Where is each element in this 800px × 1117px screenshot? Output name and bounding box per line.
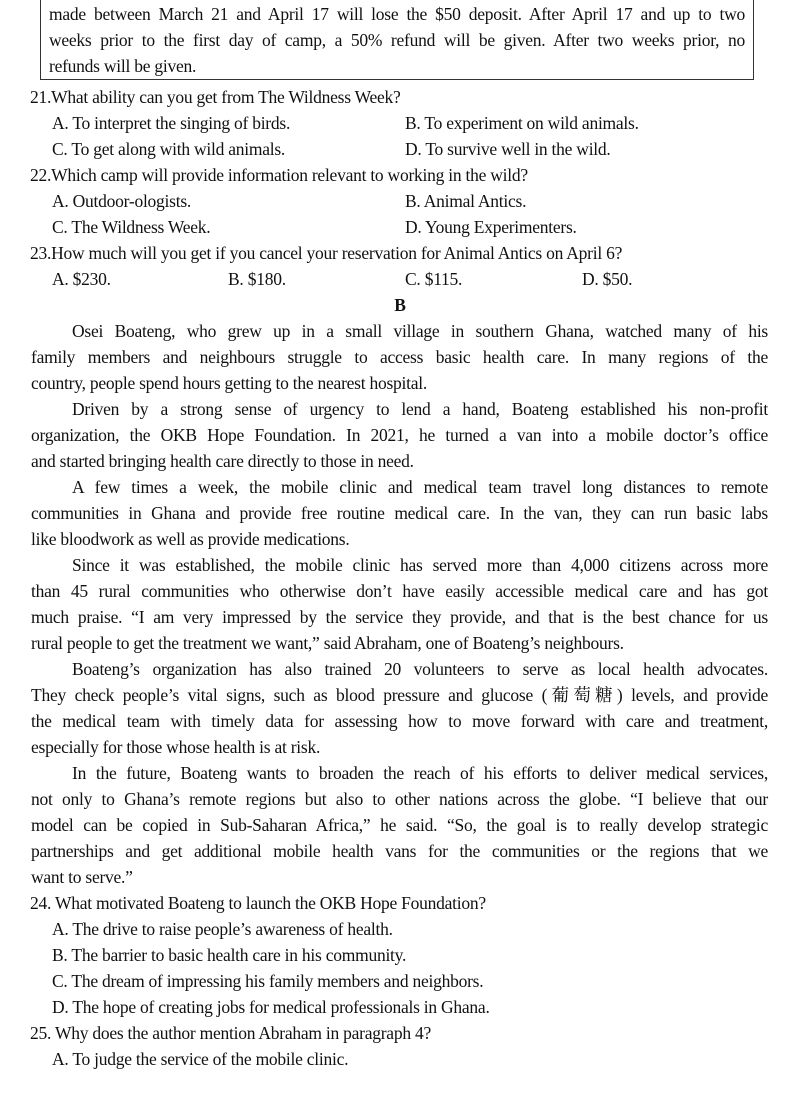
option-letter: B. (405, 191, 421, 211)
option-text: To experiment on wild animals. (424, 113, 639, 133)
option-text: The drive to raise people’s awareness of health. (72, 919, 393, 939)
option-letter: D. (405, 139, 422, 159)
option-letter: A. (52, 113, 69, 133)
refund-policy-text (49, 1, 745, 79)
option-letter: B. (52, 945, 68, 965)
passage-paragraph-3 (31, 474, 768, 552)
option-letter: A. (52, 919, 69, 939)
passage-paragraph-6 (31, 760, 768, 890)
paragraph-line: country, people spend hours getting to the nearest hospital. (31, 373, 427, 393)
paragraph-line: model can be copied in Sub-Saharan Africa,” he said. “So, the goal is to really develop strategic (31, 815, 768, 835)
option-text: To interpret the singing of birds. (72, 113, 291, 133)
option-text: Animal Antics. (423, 191, 527, 211)
paragraph-line: much praise. “I am very impressed by the service they provide, and that is the best chance for us (31, 607, 768, 627)
refund-policy-box (40, 0, 754, 80)
paragraph-line: like bloodwork as well as provide medications. (31, 529, 350, 549)
option-22-c[interactable] (52, 214, 210, 240)
passage-paragraph-2 (31, 396, 768, 474)
paragraph-line: organization, the OKB Hope Foundation. In 2021, he turned a van into a mobile doctor’s office (31, 425, 768, 445)
option-22-b[interactable] (405, 188, 526, 214)
option-text: Young Experimenters. (425, 217, 577, 237)
option-24-a[interactable] (52, 916, 393, 942)
option-24-d[interactable] (52, 994, 490, 1020)
paragraph-line: Driven by a strong sense of urgency to lend a hand, Boateng established his non-profit (72, 399, 768, 419)
option-21-d[interactable] (405, 136, 611, 162)
option-letter: D. (582, 269, 599, 289)
option-23-b[interactable] (228, 266, 286, 292)
option-text: $50. (602, 269, 633, 289)
question-stem: Why does the author mention Abraham in paragraph 4? (54, 1023, 431, 1043)
option-letter: C. (52, 217, 68, 237)
option-letter: A. (52, 191, 69, 211)
option-25-a[interactable] (52, 1046, 348, 1072)
option-21-a[interactable] (52, 110, 290, 136)
question-stem: How much will you get if you cancel your reservation for Animal Antics on April 6? (51, 243, 623, 263)
refund-policy-line: made between March 21 and April 17 will lose the $50 deposit. After April 17 and up to two (49, 4, 745, 24)
paragraph-line: than 45 rural communities who otherwise don’t have easily accessible medical care and has got (31, 581, 768, 601)
paragraph-line: and started bringing health care directly to those in need. (31, 451, 414, 471)
option-text: $230. (72, 269, 111, 289)
option-text: To survive well in the wild. (425, 139, 611, 159)
question-stem: What motivated Boateng to launch the OKB Hope Foundation? (54, 893, 486, 913)
option-24-c[interactable] (52, 968, 483, 994)
question-stem: Which camp will provide information relevant to working in the wild? (51, 165, 528, 185)
question-number: 23. (30, 243, 52, 263)
paragraph-line: Osei Boateng, who grew up in a small village in southern Ghana, watched many of his (72, 321, 768, 341)
question-21 (30, 84, 401, 110)
option-letter: C. (405, 269, 421, 289)
paragraph-line: In the future, Boateng wants to broaden the reach of his efforts to deliver medical services, (72, 763, 768, 783)
option-letter: B. (405, 113, 421, 133)
paragraph-line: rural people to get the treatment we want,” said Abraham, one of Boateng’s neighbours. (31, 633, 624, 653)
passage-paragraph-5 (31, 656, 768, 760)
paragraph-line: family members and neighbours struggle to access basic health care. In many regions of the (31, 347, 768, 367)
option-text: To get along with wild animals. (71, 139, 286, 159)
paragraph-line: They check people’s vital signs, such as blood pressure and glucose (葡萄糖) levels, and provide (31, 685, 768, 705)
refund-policy-line: refunds will be given. (49, 56, 197, 76)
option-text: The Wildness Week. (71, 217, 211, 237)
question-24 (30, 890, 486, 916)
paragraph-line: want to serve.” (31, 867, 133, 887)
paragraph-line: not only to Ghana’s remote regions but also to other nations across the globe. “I believe that our (31, 789, 768, 809)
option-22-d[interactable] (405, 214, 577, 240)
paragraph-line: partnerships and get additional mobile health vans for the communities or the regions that we (31, 841, 768, 861)
section-b-title: B (394, 295, 406, 315)
question-25 (30, 1020, 431, 1046)
option-21-b[interactable] (405, 110, 639, 136)
paragraph-line: especially for those whose health is at risk. (31, 737, 321, 757)
question-stem: What ability can you get from The Wildness Week? (51, 87, 401, 107)
question-number: 22. (30, 165, 52, 185)
option-letter: D. (405, 217, 422, 237)
option-letter: C. (52, 139, 68, 159)
option-text: $180. (247, 269, 286, 289)
option-text: To judge the service of the mobile clinic. (72, 1049, 349, 1069)
option-23-d[interactable] (582, 266, 632, 292)
option-text: The barrier to basic health care in his community. (71, 945, 407, 965)
option-24-b[interactable] (52, 942, 406, 968)
question-number: 21. (30, 87, 52, 107)
question-22 (30, 162, 528, 188)
option-text: Outdoor-ologists. (72, 191, 192, 211)
question-number: 24. (30, 893, 52, 913)
option-23-c[interactable] (405, 266, 462, 292)
option-text: The dream of impressing his family members and neighbors. (71, 971, 484, 991)
option-text: The hope of creating jobs for medical professionals in Ghana. (72, 997, 490, 1017)
option-23-a[interactable] (52, 266, 111, 292)
question-number: 25. (30, 1023, 52, 1043)
option-letter: A. (52, 269, 69, 289)
option-text: $115. (424, 269, 463, 289)
option-letter: D. (52, 997, 69, 1017)
paragraph-line: communities in Ghana and provide free routine medical care. In the van, they can run basic labs (31, 503, 768, 523)
paragraph-line: Since it was established, the mobile clinic has served more than 4,000 citizens across more (72, 555, 768, 575)
option-21-c[interactable] (52, 136, 285, 162)
passage-paragraph-1 (31, 318, 768, 396)
refund-policy-line: weeks prior to the first day of camp, a 50% refund will be given. After two weeks prior, no (49, 30, 745, 50)
paragraph-line: A few times a week, the mobile clinic and medical team travel long distances to remote (72, 477, 768, 497)
paragraph-line: Boateng’s organization has also trained 20 volunteers to serve as local health advocates. (72, 659, 768, 679)
option-letter: C. (52, 971, 68, 991)
option-letter: A. (52, 1049, 69, 1069)
option-22-a[interactable] (52, 188, 191, 214)
passage-paragraph-4 (31, 552, 768, 656)
paragraph-line: the medical team with timely data for assessing how to move forward with care and treatment, (31, 711, 768, 731)
option-letter: B. (228, 269, 244, 289)
question-23 (30, 240, 622, 266)
